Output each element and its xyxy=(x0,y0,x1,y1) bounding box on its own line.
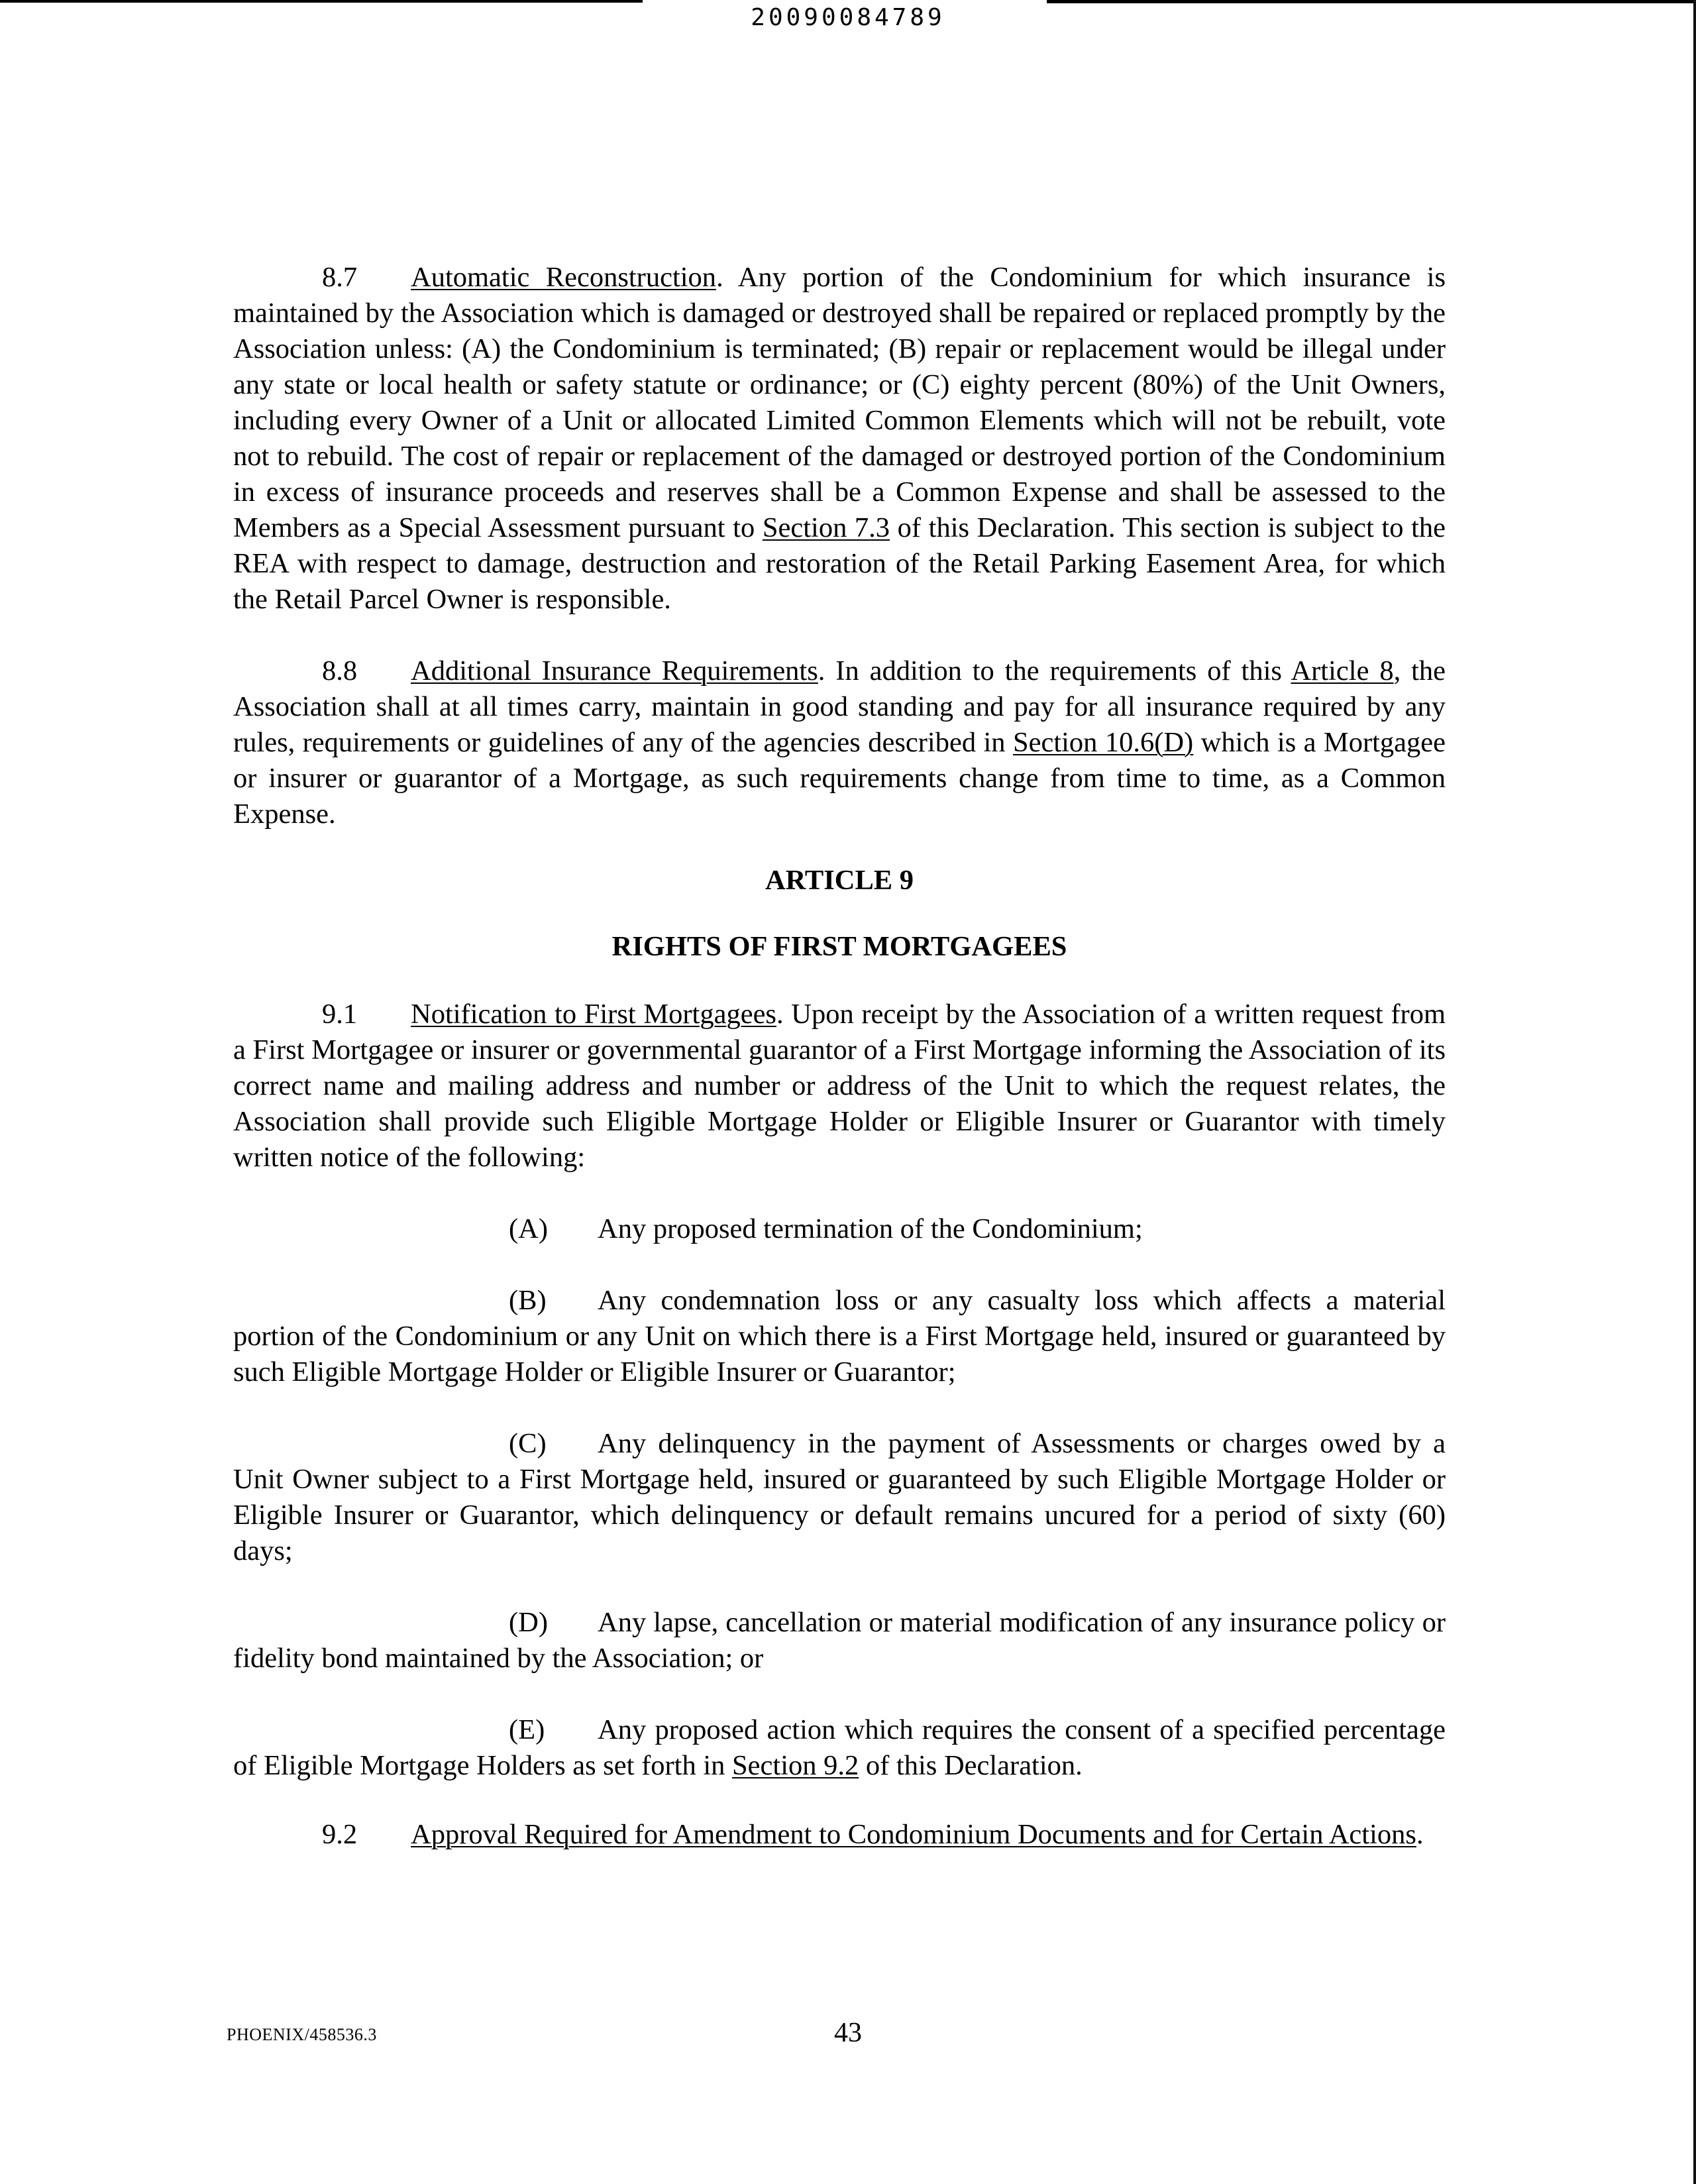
item-label: (D) xyxy=(509,1607,548,1638)
item-text: Any proposed action which requires the consent of a specified percentage of Eligible Mortgage Holders as set forth in xyxy=(233,1714,1446,1781)
section-text: . In addition to the requirements of this xyxy=(818,655,1291,686)
page-number: 43 xyxy=(834,2018,862,2048)
section-8-8 xyxy=(233,653,1446,832)
document-number: 20090084789 xyxy=(751,4,945,31)
section-text: , the Association shall at all times carry, maintain in good standing and pay for all insurance required by any rules, requirements or guidelines of any of the agencies described in xyxy=(233,655,1446,758)
item-text: Any delinquency in the payment of Assessments or charges owed by a Unit Owner subject to a First Mortgage held, insured or guaranteed by such Eligible Mortgage Holder or Eligible Insurer or Guarantor, which delinquency or default remains uncured for a period of sixty (60) days; xyxy=(233,1428,1446,1566)
article-title: RIGHTS OF FIRST MORTGAGEES xyxy=(611,931,1067,962)
section-text: . xyxy=(1416,1819,1424,1850)
scan-edge xyxy=(1693,0,1696,2184)
cross-reference: Section 9.2 xyxy=(732,1750,859,1781)
section-8-7 xyxy=(233,260,1446,618)
section-title: Automatic Reconstruction xyxy=(411,262,717,293)
item-text: Any condemnation loss or any casualty loss which affects a material portion of the Condominium or any Unit on which there is a First Mortgage held, insured or guaranteed by such Eligible Mortgage Holder or Eligible Insurer or Guarantor; xyxy=(233,1285,1446,1388)
cross-reference: Article 8 xyxy=(1291,655,1394,686)
item-label: (B) xyxy=(509,1285,547,1316)
cross-reference: Section 7.3 xyxy=(762,512,890,543)
cross-reference: Section 10.6(D) xyxy=(1012,727,1194,758)
section-text: of this Declaration. This section is subject to the REA with respect to damage, destruction and restoration of the Retail Parking Easement Area, for which the Retail Parcel Owner is responsible. xyxy=(233,512,1446,615)
section-9-1 xyxy=(233,997,1446,1175)
top-rule-left xyxy=(0,0,643,3)
list-item-b xyxy=(233,1283,1446,1390)
item-text: Any lapse, cancellation or material modification of any insurance policy or fidelity bond maintained by the Association; or xyxy=(233,1607,1446,1674)
list-item-a xyxy=(233,1211,1446,1247)
item-label: (E) xyxy=(509,1714,545,1745)
section-text: . Any portion of the Condominium for which insurance is maintained by the Association which is damaged or destroyed shall be repaired or replaced promptly by the Association unless: (A) the Condominium is terminated; (B) repair or replacement would be illegal under any state or local health or safety statute or ordinance; or (C) eighty percent (80%) of the Unit Owners, including every Owner of a Unit or allocated Limited Common Elements which will not be rebuilt, vote not to rebuild. The cost of repair or replacement of the damaged or destroyed portion of the Condominium in excess of insurance proceeds and reserves shall be a Common Expense and shall be assessed to the Members as a Special Assessment pursuant to xyxy=(233,262,1446,543)
footer-document-id: PHOENIX/458536.3 xyxy=(227,2025,377,2044)
list-item-e xyxy=(233,1712,1446,1784)
item-text: of this Declaration. xyxy=(859,1750,1083,1781)
list-item-c xyxy=(233,1426,1446,1569)
section-title: Notification to First Mortgagees xyxy=(411,999,776,1030)
page-body xyxy=(233,260,1446,1853)
section-text: which is a Mortgagee or insurer or guarantor of a Mortgage, as such requirements change from time to time, as a Common Expense. xyxy=(233,727,1446,830)
top-rule-right xyxy=(1047,0,1696,3)
section-number: 9.2 xyxy=(322,1819,358,1850)
item-text: Any proposed termination of the Condominium; xyxy=(598,1213,1143,1244)
section-number: 8.7 xyxy=(322,262,358,293)
section-9-2 xyxy=(233,1817,1446,1853)
section-title: Additional Insurance Requirements xyxy=(411,655,818,686)
section-number: 8.8 xyxy=(322,655,358,686)
item-label: (C) xyxy=(509,1428,547,1459)
article-label: ARTICLE 9 xyxy=(765,865,914,896)
section-title: Approval Required for Amendment to Condominium Documents and for Certain Actions xyxy=(411,1819,1416,1850)
section-number: 9.1 xyxy=(322,999,358,1030)
section-text: . Upon receipt by the Association of a written request from a First Mortgagee or insurer or governmental guarantor of a First Mortgage informing the Association of its correct name and mailing address and number or address of the Unit to which the request relates, the Association shall provide such Eligible Mortgage Holder or Eligible Insurer or Guarantor with timely written notice of the following: xyxy=(233,999,1446,1173)
item-label: (A) xyxy=(509,1213,548,1244)
list-item-d xyxy=(233,1605,1446,1676)
